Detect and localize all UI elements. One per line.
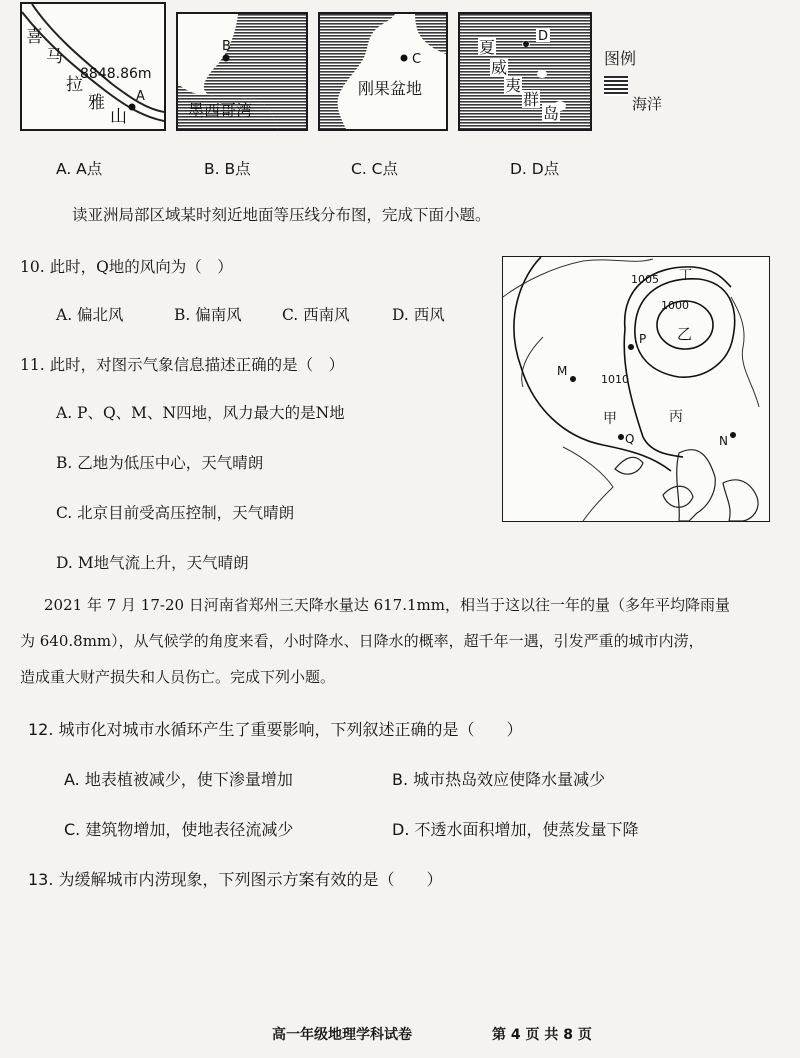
q9-option-a[interactable]: A. A点 <box>56 160 103 178</box>
q10-option-d[interactable]: D. 西风 <box>392 306 445 324</box>
q12-option-d[interactable]: D. 不透水面积增加，使蒸发量下降 <box>392 820 639 839</box>
region-bing: 丙 <box>669 409 683 425</box>
congo-label: 刚果盆地 <box>358 79 423 98</box>
gulf-map <box>178 14 306 129</box>
q11-stem: 11. 此时，对图示气象信息描述正确的是（ ） <box>20 356 345 374</box>
panel-gulf-of-mexico <box>176 12 308 131</box>
q12-option-c[interactable]: C. 建筑物增加，使地表径流减少 <box>64 820 294 839</box>
point-c-label: C <box>412 52 422 67</box>
q12-option-b[interactable]: B. 城市热岛效应使降水量减少 <box>392 770 606 789</box>
intro-rain-line-2: 为 640.8mm），从气候学的角度来看，小时降水、日降水的概率，超千年一遇，引发严重的城市内涝， <box>20 632 704 650</box>
himalaya-char-5: 山 <box>110 107 127 127</box>
himalaya-char-1: 喜 <box>26 27 43 47</box>
himalaya-char-4: 雅 <box>88 93 105 113</box>
point-b-label: B <box>222 39 231 54</box>
q11-option-b[interactable]: B. 乙地为低压中心，天气晴朗 <box>56 454 264 472</box>
isobar-1000: 1000 <box>661 299 689 312</box>
q12-option-a[interactable]: A. 地表植被减少，使下渗量增加 <box>64 770 293 789</box>
hawaii-char-5: 岛 <box>543 104 560 123</box>
footer-page-number: 第 4 页 共 8 页 <box>492 1027 592 1043</box>
point-n-label: N <box>719 434 728 448</box>
point-a-label: A <box>136 89 145 104</box>
q10-option-c[interactable]: C. 西南风 <box>282 306 350 324</box>
region-ding: 丁 <box>679 268 693 283</box>
region-yi: 乙 <box>677 325 693 343</box>
q9-option-c[interactable]: C. C点 <box>351 160 398 178</box>
hawaii-char-4: 群 <box>523 90 540 109</box>
q10-stem: 10. 此时，Q地的风向为（ ） <box>20 258 233 276</box>
panel-hawaii <box>458 12 592 131</box>
q13-stem: 13. 为缓解城市内涝现象，下列图示方案有效的是（ ） <box>28 870 443 889</box>
q10-option-a[interactable]: A. 偏北风 <box>56 306 124 324</box>
himalaya-char-2: 马 <box>46 47 63 67</box>
intro-rain-line-1: 2021 年 7 月 17-20 日河南省郑州三天降水量达 617.1mm，相当于这以往一年的量（多年平均降雨量 <box>44 596 730 614</box>
panel-congo-basin <box>318 12 448 131</box>
panel-himalaya <box>20 2 166 131</box>
hawaii-char-1: 夏 <box>479 38 496 57</box>
hawaii-char-3: 夷 <box>505 76 522 95</box>
point-p-label: P <box>639 332 647 346</box>
isobar-1010: 1010 <box>601 373 629 386</box>
footer-title: 高一年级地理学科试卷 <box>272 1027 412 1043</box>
point-d-label: D <box>538 29 549 44</box>
point-a-dot <box>129 104 136 111</box>
intro-rain-line-3: 造成重大财产损失和人员伤亡。完成下列小题。 <box>20 668 336 686</box>
q9-option-b[interactable]: B. B点 <box>204 160 251 178</box>
q11-option-d[interactable]: D. M地气流上升，天气晴朗 <box>56 554 249 572</box>
legend-title: 图例 <box>604 49 637 68</box>
q12-stem: 12. 城市化对城市水循环产生了重要影响，下列叙述正确的是（ ） <box>28 720 523 739</box>
isobar-map <box>502 256 770 522</box>
q11-option-c[interactable]: C. 北京目前受高压控制，天气晴朗 <box>56 504 295 522</box>
region-jia: 甲 <box>603 411 617 427</box>
himalaya-height: 8848.86m <box>80 66 152 82</box>
intro-pressure: 读亚洲局部区域某时刻近地面等压线分布图，完成下面小题。 <box>72 206 491 224</box>
point-q-label: Q <box>625 432 635 446</box>
isobar-1005: 1005 <box>631 273 659 286</box>
legend-ocean-swatch <box>604 76 628 96</box>
himalaya-map <box>22 4 164 129</box>
legend-ocean-label: 海洋 <box>632 95 663 113</box>
point-m-label: M <box>557 364 568 378</box>
q11-option-a[interactable]: A. P、Q、M、N四地，风力最大的是N地 <box>56 404 345 422</box>
q10-option-b[interactable]: B. 偏南风 <box>174 306 242 324</box>
hawaii-char-2: 威 <box>491 58 508 77</box>
congo-map <box>320 14 446 129</box>
isobar-map-svg <box>503 257 769 521</box>
q9-option-d[interactable]: D. D点 <box>510 160 560 178</box>
hawaii-map <box>460 14 590 129</box>
gulf-label: 墨西哥湾 <box>188 101 253 120</box>
himalaya-char-3: 拉 <box>66 75 83 95</box>
